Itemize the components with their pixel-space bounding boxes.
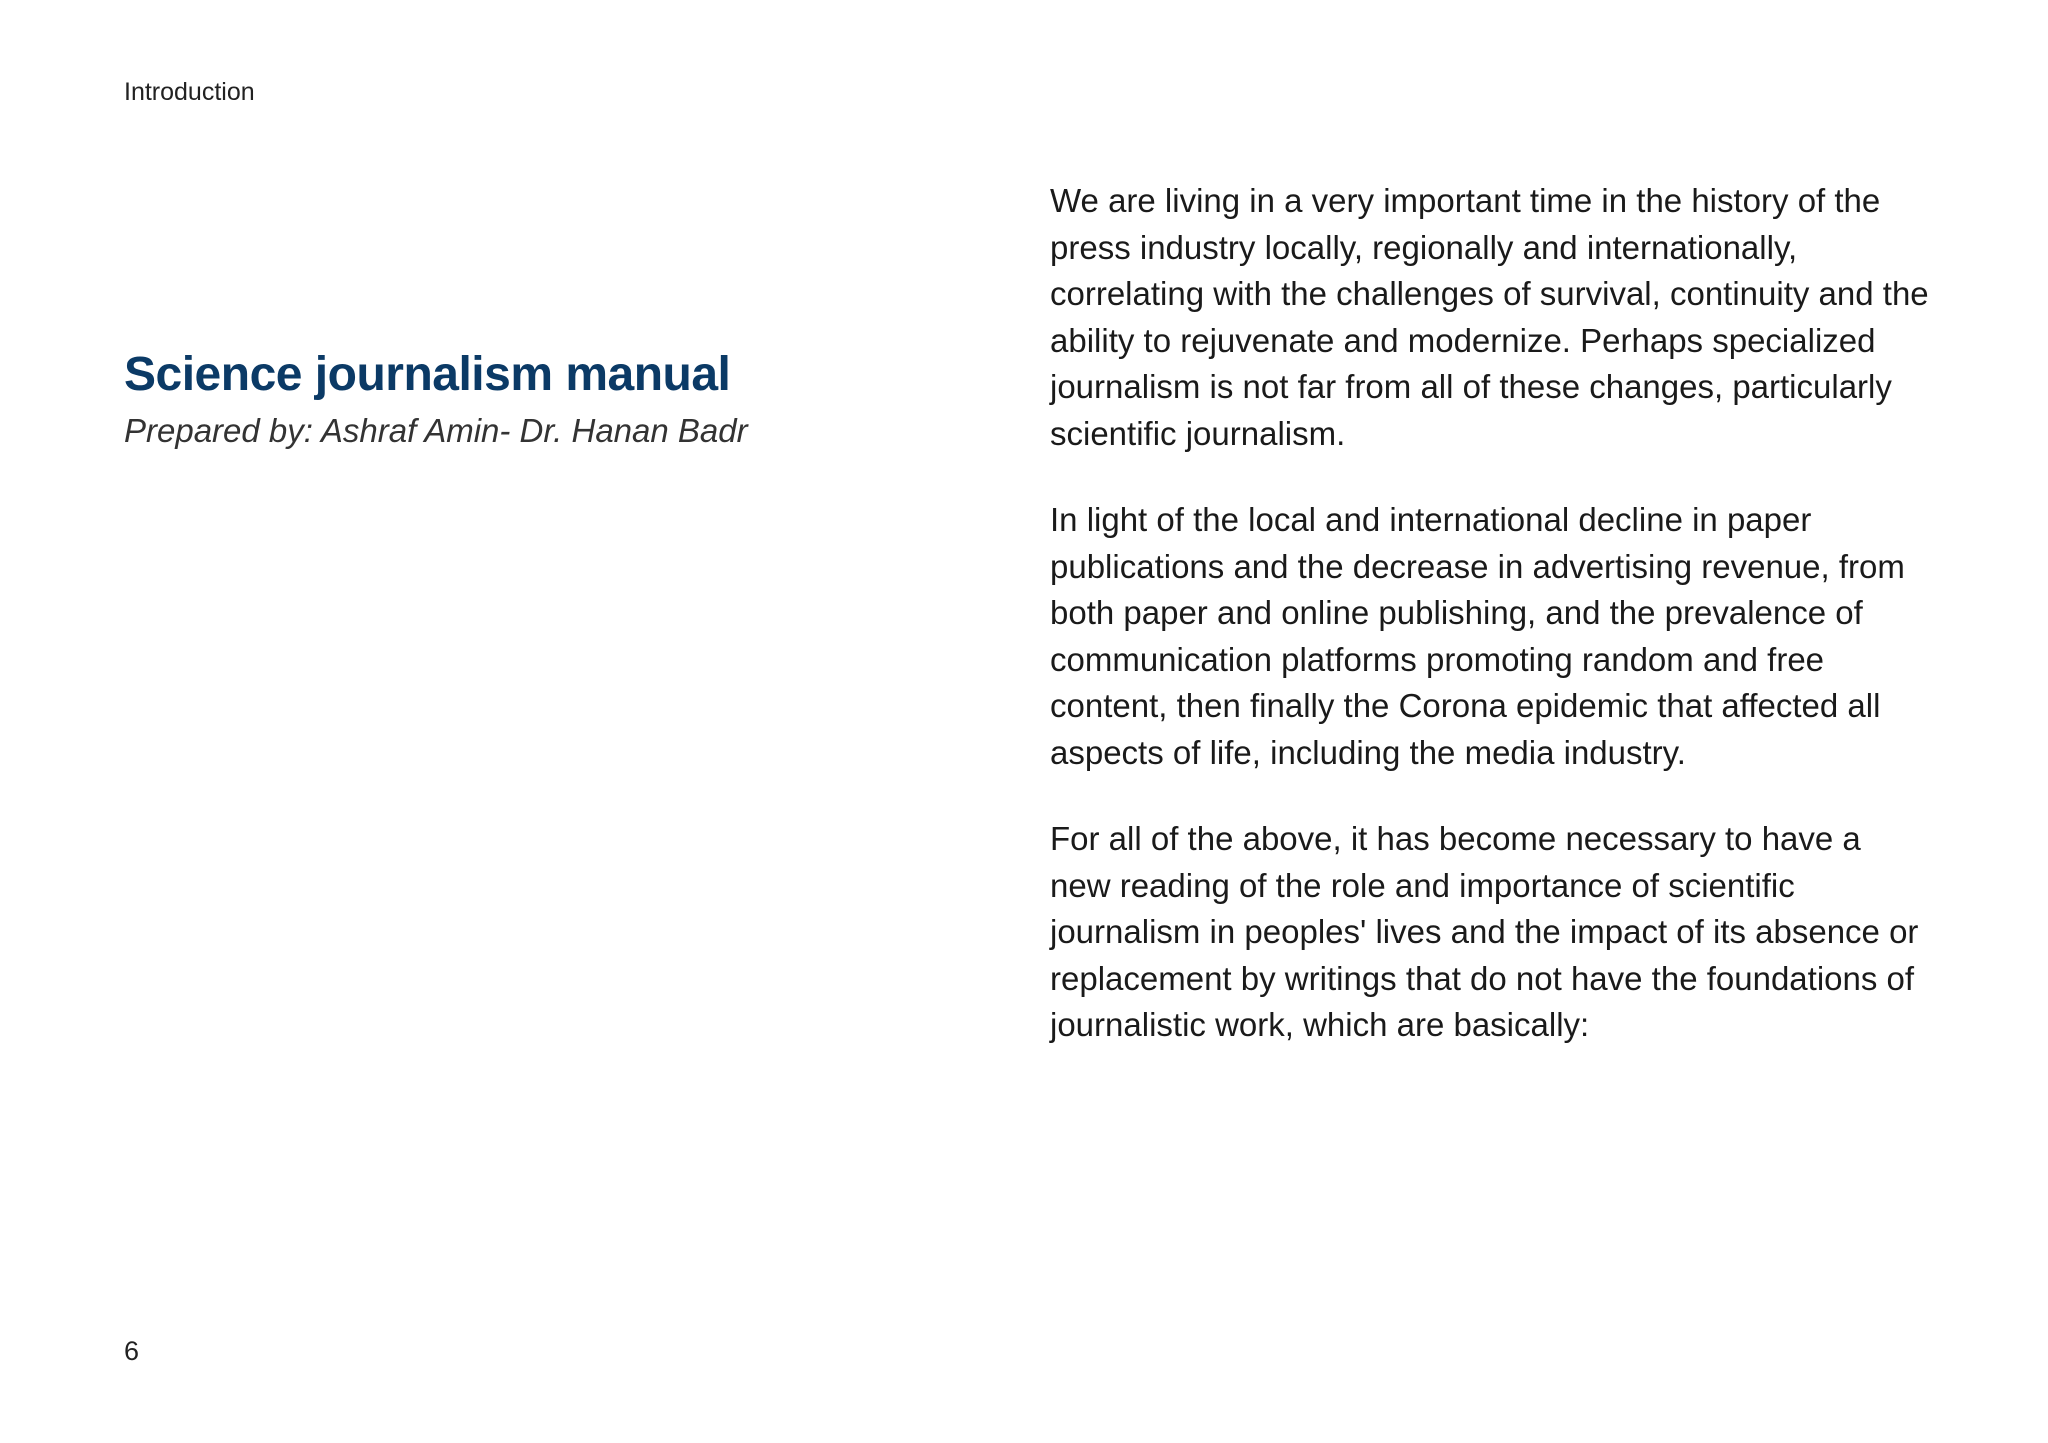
document-title: Science journalism manual (124, 348, 731, 401)
section-header: Introduction (124, 78, 255, 106)
body-paragraph: We are living in a very important time in the history of the press industry locally, regionally and internationally, correlating with the challenges of survival, continuity and the ability to rejuvenate and modernize. Perhaps specialized journalism is not far from all of these changes, particularly scientific journalism. (1050, 182, 1929, 452)
page-number: 6 (124, 1336, 140, 1366)
body-text (1050, 178, 1930, 1089)
body-paragraph: In light of the local and international decline in paper publications and the decrease in advertising revenue, from both paper and online publishing, and the prevalence of communication platforms promoting random and free content, then finally the Corona epidemic that affected all aspects of life, including the media industry. (1050, 501, 1905, 771)
document-byline: Prepared by: Ashraf Amin- Dr. Hanan Badr (124, 412, 748, 449)
title-block (124, 346, 944, 452)
body-paragraph: For all of the above, it has become necessary to have a new reading of the role and importance of scientific journalism in peoples' lives and the impact of its absence or replacement by writings that do not have the foundations of journalistic work, which are basically: (1050, 820, 1919, 1043)
